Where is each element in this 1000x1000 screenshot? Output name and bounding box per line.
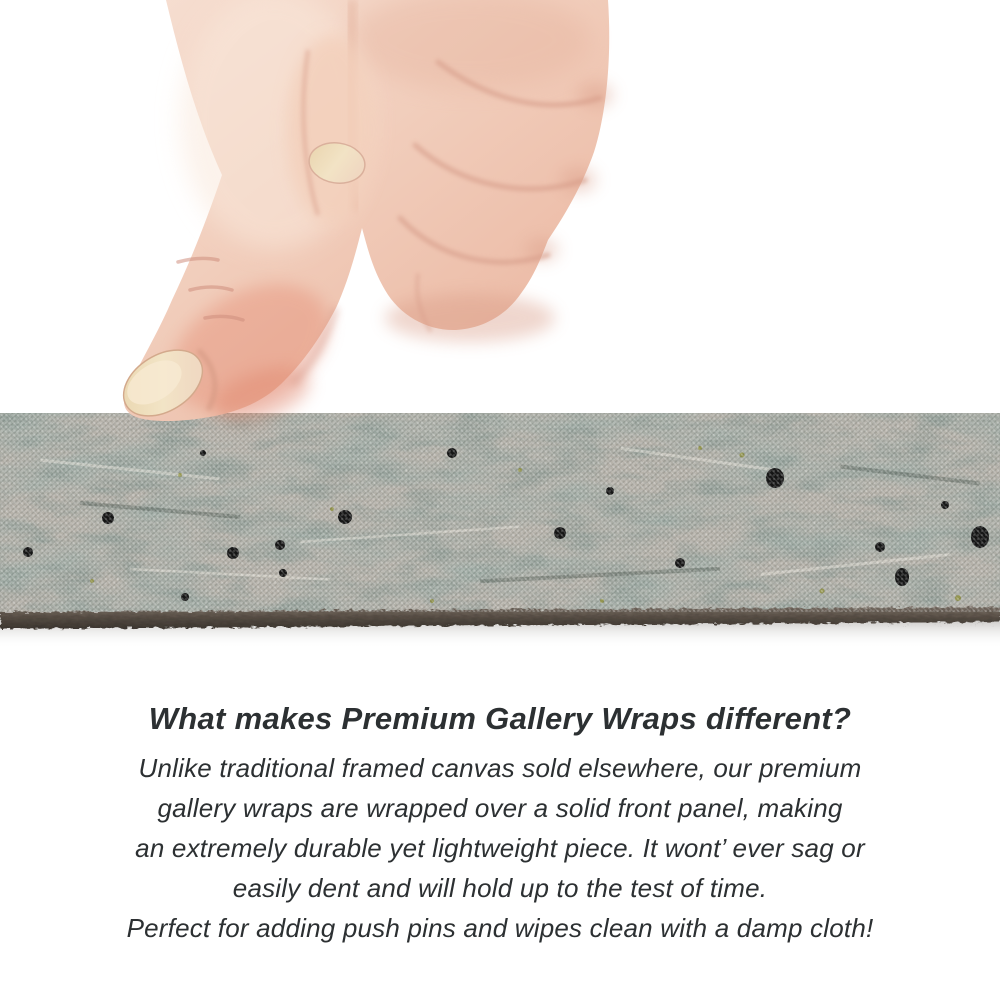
index-finger [287, 35, 377, 225]
description-line-5: Perfect for adding push pins and wipes clean with a damp cloth! [126, 913, 874, 943]
description-line-1: Unlike traditional framed canvas sold elsewhere, our premium [138, 753, 862, 783]
hand-photo [0, 0, 1000, 438]
description-block [0, 701, 1000, 948]
description-heading: What makes Premium Gallery Wraps different? [148, 701, 852, 736]
description-line-4: easily dent and will hold up to the test of time. [232, 873, 768, 903]
description-line-3: an extremely durable yet lightweight piece. It wont’ ever sag or [135, 833, 865, 863]
canvas-strip-photo [0, 413, 1000, 653]
canvas-texture-graphic [0, 413, 1000, 653]
description-line-2: gallery wraps are wrapped over a solid front panel, making [157, 793, 843, 823]
